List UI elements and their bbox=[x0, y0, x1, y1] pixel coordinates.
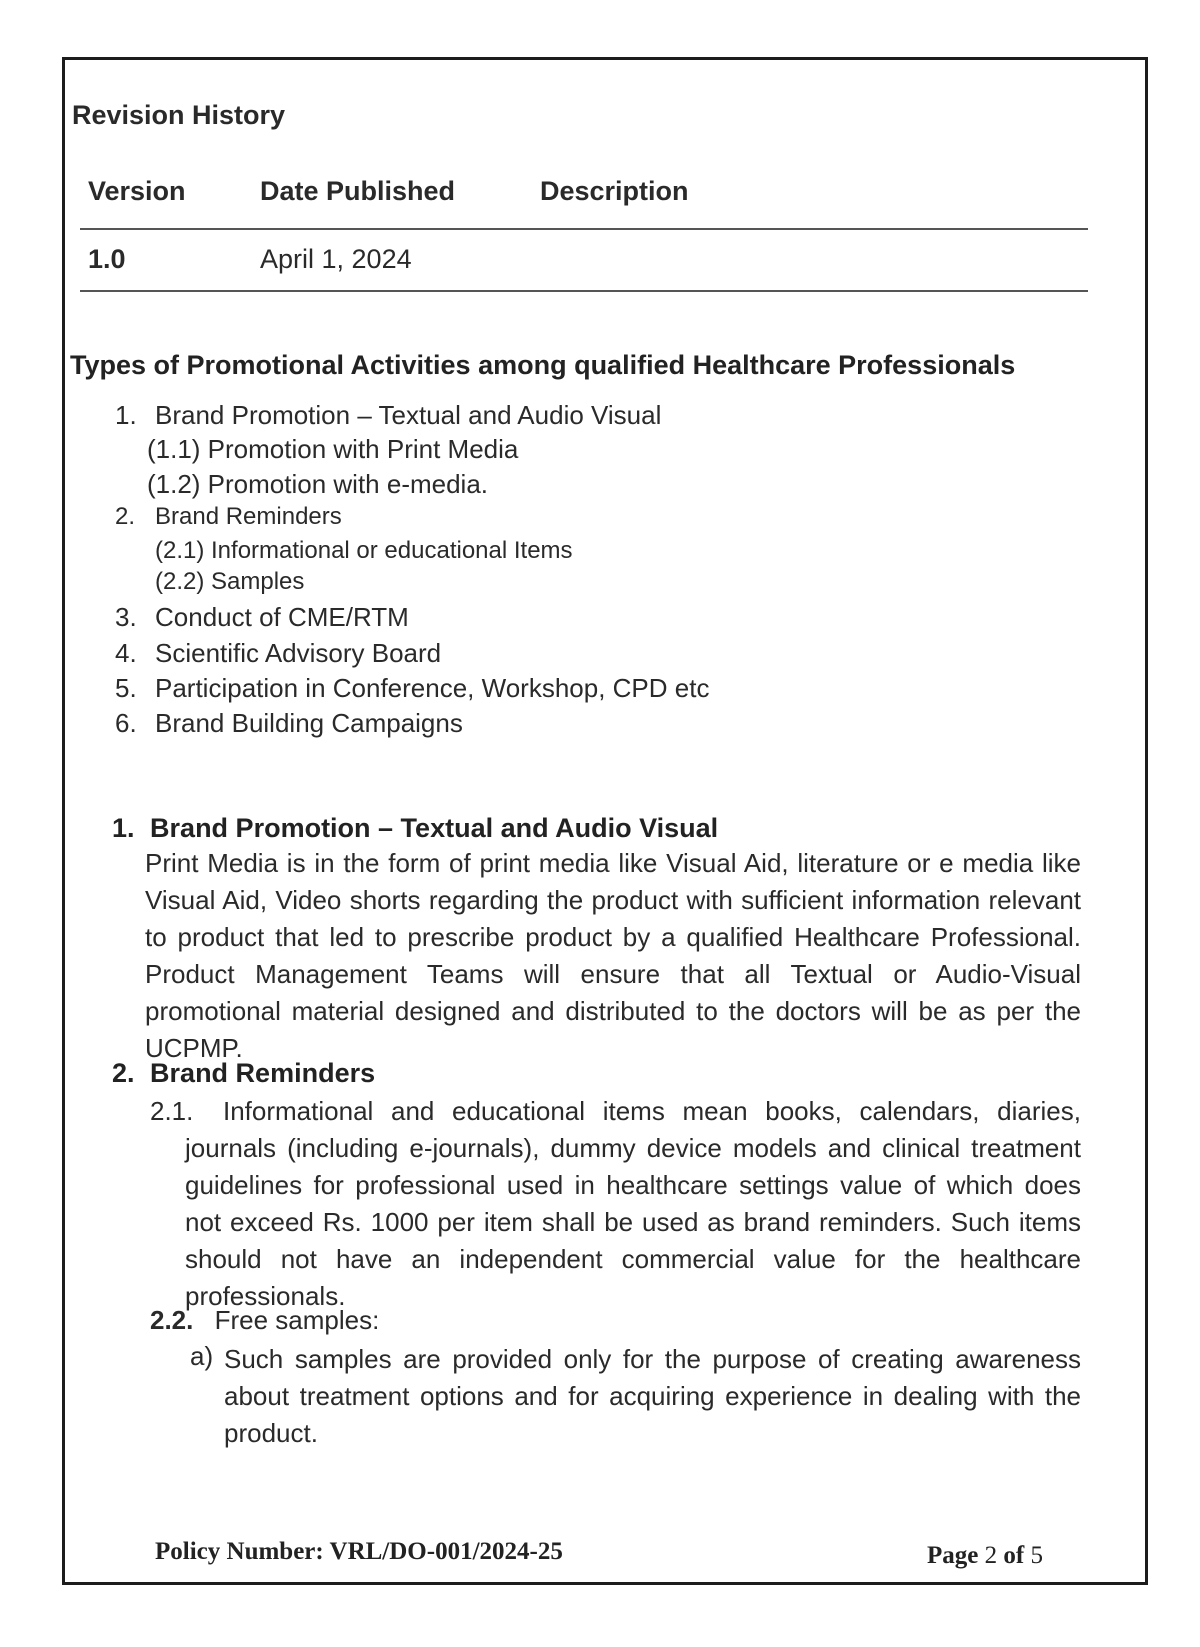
section-1-heading bbox=[112, 813, 718, 844]
subsection-number: 2.2. bbox=[150, 1305, 194, 1335]
list-item: (2.1) Informational or educational Items bbox=[155, 537, 573, 564]
table-bottom-rule bbox=[80, 290, 1088, 292]
list-item: (1.1) Promotion with Print Media bbox=[147, 434, 519, 464]
list-label: Brand Building Campaigns bbox=[155, 708, 463, 738]
page-word: Page bbox=[927, 1542, 979, 1569]
version-cell: 1.0 bbox=[88, 244, 126, 274]
list-number: 3. bbox=[115, 602, 137, 632]
list-number: 1. bbox=[115, 400, 137, 430]
section-title: Brand Reminders bbox=[150, 1058, 376, 1088]
list-label: Participation in Conference, Workshop, CPD etc bbox=[155, 673, 710, 703]
page-number: 2 bbox=[984, 1542, 998, 1569]
section-2-heading bbox=[112, 1058, 375, 1089]
item-a-body: Such samples are provided only for the purpose of creating awareness about treatment options and for acquiring experience in dealing with the product. bbox=[224, 1344, 1081, 1448]
description-column-header: Description bbox=[540, 176, 689, 206]
list-number: 2. bbox=[115, 503, 136, 530]
list-number: 6. bbox=[115, 708, 137, 738]
page-total: 5 bbox=[1030, 1542, 1043, 1569]
item-a-marker: a) bbox=[190, 1341, 214, 1371]
section-number: 1. bbox=[112, 813, 135, 843]
section-number: 2. bbox=[112, 1058, 135, 1088]
policy-number: Policy Number: VRL/DO-001/2024-25 bbox=[155, 1538, 563, 1565]
subsection-2-2 bbox=[150, 1305, 379, 1336]
revision-history-heading: Revision History bbox=[72, 100, 286, 130]
list-number: 4. bbox=[115, 638, 137, 668]
list-item: (1.2) Promotion with e-media. bbox=[147, 469, 489, 499]
list-label: Brand Promotion – Textual and Audio Visual bbox=[155, 400, 662, 430]
types-heading: Types of Promotional Activities among qualified Healthcare Professionals bbox=[70, 350, 1016, 380]
list-label: Scientific Advisory Board bbox=[155, 638, 442, 668]
subsection-2-1-body: Informational and educational items mean books, calendars, diaries, journals (including e-journals), dummy device models and clinical treatment guidelines for professional used in healthcare settings value of which does not exceed Rs. 1000 per item shall be used as brand reminders. Such items should not have an independent commercial value for the healthcare professionals. bbox=[185, 1096, 1081, 1311]
version-column-header: Version bbox=[88, 176, 186, 206]
list-item: (2.2) Samples bbox=[155, 568, 305, 595]
section-title: Brand Promotion – Textual and Audio Visual bbox=[150, 813, 719, 843]
table-header-rule bbox=[80, 228, 1088, 230]
list-number: 5. bbox=[115, 673, 137, 703]
section-1-body: Print Media is in the form of print media like Visual Aid, literature or e media like Visual Aid, Video shorts regarding the product with sufficient information relevant to product that led to prescribe product by a qualified Healthcare Professional. Product Management Teams will ensure that all Textual or Audio-Visual promotional material designed and distributed to the doctors will be as per the UCPMP. bbox=[145, 848, 1081, 1063]
list-label: Brand Reminders bbox=[155, 503, 342, 530]
subsection-label: Free samples: bbox=[214, 1305, 380, 1335]
of-word: of bbox=[1003, 1542, 1025, 1569]
date-cell: April 1, 2024 bbox=[260, 244, 412, 274]
list-label: Conduct of CME/RTM bbox=[155, 602, 409, 632]
date-column-header: Date Published bbox=[260, 176, 456, 206]
subsection-number: 2.1. bbox=[150, 1096, 194, 1126]
page-indicator bbox=[927, 1542, 1043, 1570]
